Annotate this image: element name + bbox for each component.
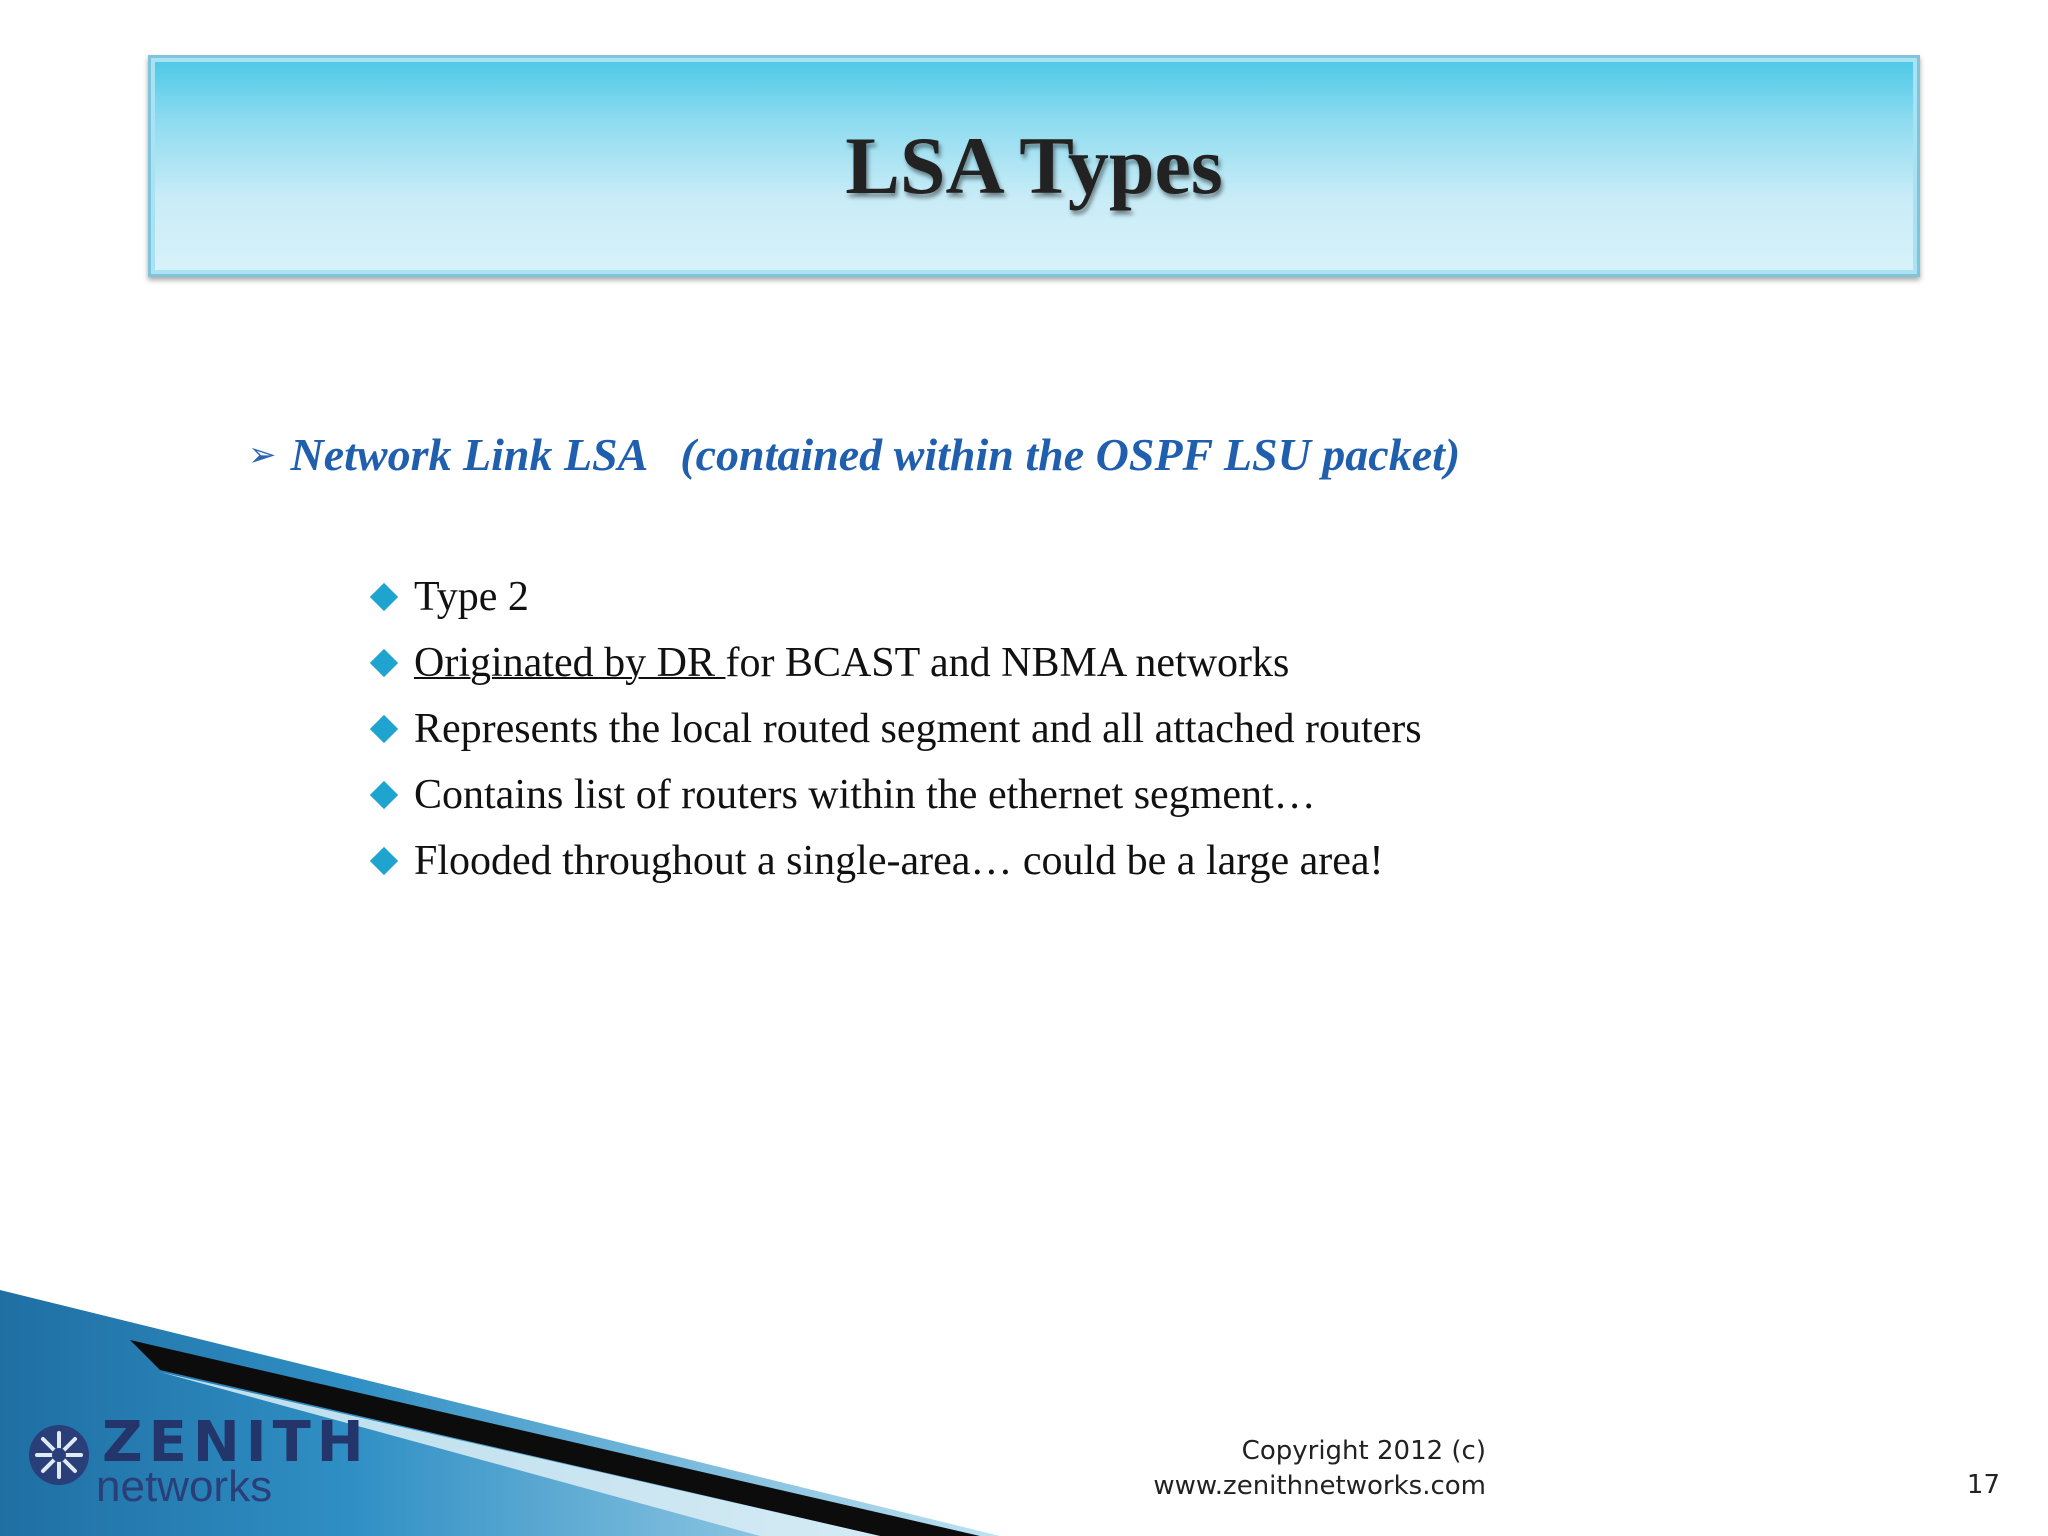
copyright-block [1153, 1434, 1486, 1504]
diamond-bullet-icon [370, 649, 398, 677]
bullet-text: Flooded throughout a single-area… could be a large area! [414, 838, 1384, 884]
logo-subtitle: networks [96, 1462, 273, 1511]
bullet-text: Contains list of routers within the ethernet segment… [414, 772, 1316, 818]
copyright-text: Copyright 2012 (c) [1241, 1436, 1486, 1466]
bullet-text: Represents the local routed segment and all attached routers [414, 706, 1422, 752]
logo-brand: ZENITH [102, 1410, 370, 1475]
heading-text: Network Link LSA (contained within the OSPF LSU packet) [290, 429, 1461, 480]
slide-title: LSA Types [845, 120, 1223, 211]
list-item [366, 828, 1422, 894]
bullet-text: for BCAST and NBMA networks [725, 640, 1290, 686]
list-item [366, 564, 1422, 630]
diamond-bullet-icon [370, 781, 398, 809]
page-number: 17 [1966, 1470, 2000, 1500]
website-text: www.zenithnetworks.com [1153, 1471, 1486, 1501]
diamond-bullet-icon [370, 847, 398, 875]
list-item [366, 762, 1422, 828]
star-logo-icon [24, 1420, 94, 1490]
bullet-list [366, 564, 1422, 894]
section-heading [248, 428, 1460, 481]
bullet-underlined-text: Originated by DR [414, 640, 726, 686]
diamond-bullet-icon [370, 715, 398, 743]
bullet-text: Type 2 [414, 574, 529, 620]
list-item [366, 630, 1422, 696]
title-banner [148, 55, 1920, 277]
arrowhead-right-icon: ➢ [248, 434, 277, 475]
list-item [366, 696, 1422, 762]
diamond-bullet-icon [370, 583, 398, 611]
company-logo [24, 1410, 384, 1520]
